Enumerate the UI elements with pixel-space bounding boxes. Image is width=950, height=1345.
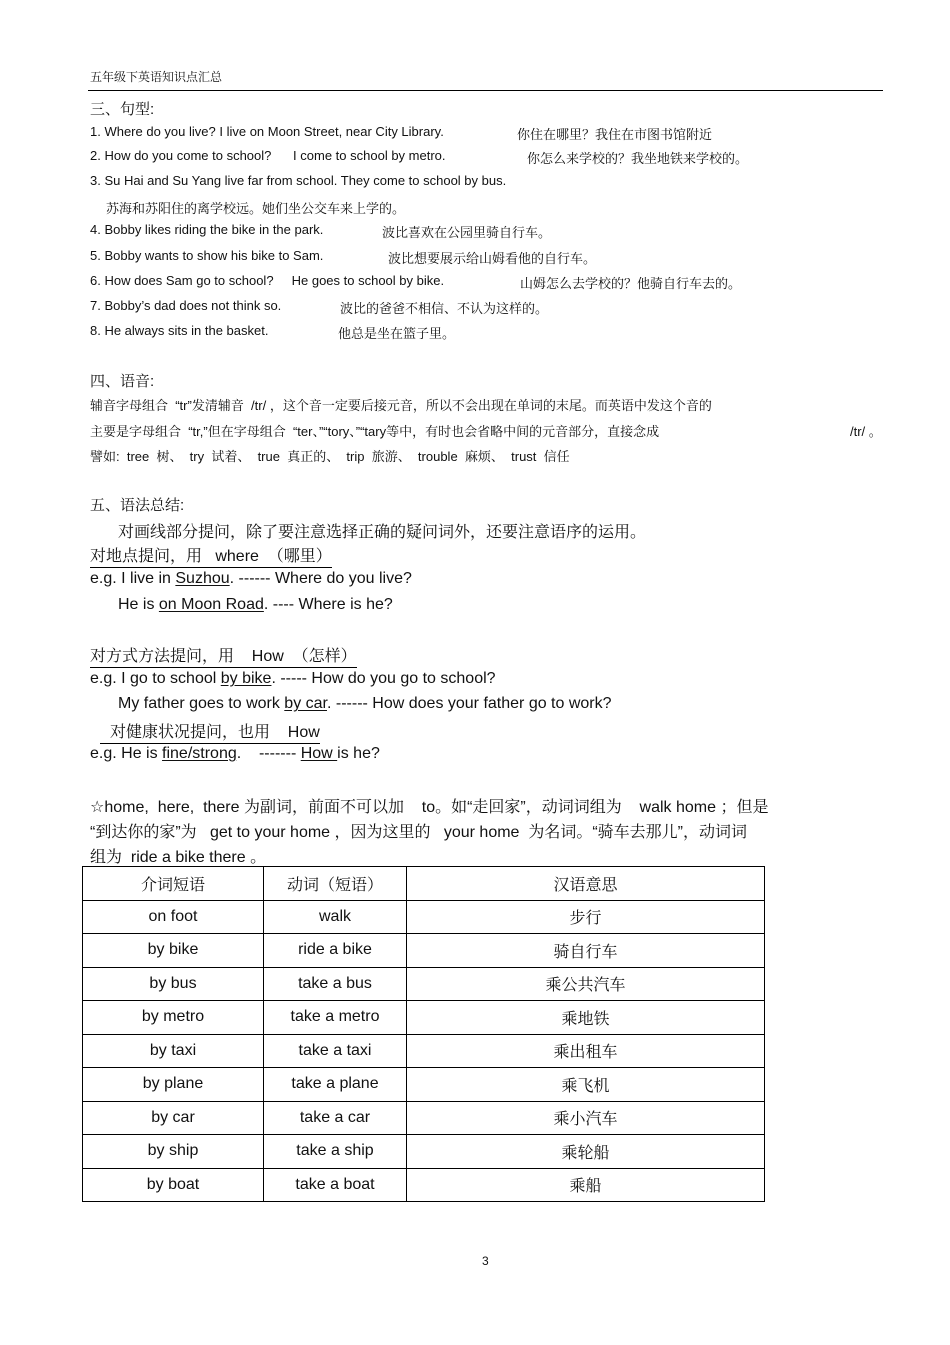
sentence-3-en: 3. Su Hai and Su Yang live far from school. They come to school by bus.: [90, 173, 507, 188]
sentence-1-en: 1. Where do you live? I live on Moon Street, near City Library.: [90, 124, 444, 139]
example-1: e.g. I live in Suzhou. ------ Where do you live?: [90, 570, 412, 587]
sentence-8-zh: 他总是坐在篮子里。: [338, 326, 456, 341]
page-number: 3: [482, 1254, 489, 1268]
sentence-2-zh: 你怎么来学校的？我坐地铁来学校的。: [527, 151, 749, 166]
header-verb-phrase: 动词（短语）: [264, 867, 407, 901]
way-question-title: 对方式方法提问，用 How （怎样）: [90, 643, 357, 668]
underlined-answer: by car: [284, 695, 327, 712]
health-question-title: 对健康状况提问，也用 How: [100, 719, 320, 744]
table-row: by bike ride a bike 骑自行车: [83, 934, 765, 968]
sentence-5-zh: 波比想要展示给山姆看他的自行车。: [388, 251, 597, 266]
underlined-answer: fine/strong: [162, 745, 237, 762]
note-line-1: ☆home, here, there 为副词，前面不可以加 to。如“走回家”，动词词组为 walk home ；但是: [90, 799, 769, 816]
phonics-examples: 譬如: tree 树、 try 试着、 true 真正的、 trip 旅游、 trouble 麻烦、 trust 信任: [90, 449, 570, 464]
section-3-heading: 三、句型:: [90, 101, 155, 118]
sentence-2-en: 2. How do you come to school? I come to school by metro.: [90, 148, 446, 163]
header-rule: [88, 90, 883, 91]
table-row: by bus take a bus 乘公共汽车: [83, 967, 765, 1001]
table-header-row: [83, 867, 765, 901]
note-line-2: “到达你的家”为 get to your home ，因为这里的 your home 为名词。“骑车去那儿”，动词词: [90, 824, 747, 841]
table-row: by taxi take a taxi 乘出租车: [83, 1034, 765, 1068]
example-3: e.g. I go to school by bike. ----- How do you go to school?: [90, 670, 496, 687]
sentence-8-en: 8. He always sits in the basket.: [90, 323, 269, 338]
grammar-intro: 对画线部分提问，除了要注意选择正确的疑问词外，还要注意语序的运用。: [118, 524, 647, 541]
header-chinese-meaning: 汉语意思: [407, 867, 765, 901]
phonics-line-2-end: /tr/ 。: [850, 424, 882, 439]
underlined-answer: Suzhou: [175, 570, 230, 587]
table-row: by plane take a plane 乘飞机: [83, 1068, 765, 1102]
underlined-question-word: How: [300, 745, 338, 762]
table-row: on foot walk 步行: [83, 900, 765, 934]
sentence-4-en: 4. Bobby likes riding the bike in the park.: [90, 222, 324, 237]
transport-table: [82, 866, 765, 1202]
underlined-answer: by bike: [220, 670, 272, 687]
underlined-answer: on Moon Road: [158, 596, 264, 613]
example-4: My father goes to work by car. ------ How does your father go to work?: [118, 695, 612, 712]
place-question-title: 对地点提问，用 where （哪里）: [90, 543, 332, 568]
sentence-4-zh: 波比喜欢在公园里骑自行车。: [382, 225, 552, 240]
sentence-3-zh: 苏海和苏阳住的离学校远。她们坐公交车来上学的。: [106, 201, 406, 216]
note-line-3: 组为 ride a bike there 。: [90, 849, 267, 866]
sentence-6-en: 6. How does Sam go to school? He goes to school by bike.: [90, 273, 445, 288]
table-row: by ship take a ship 乘轮船: [83, 1135, 765, 1169]
page-header: 五年级下英语知识点汇总: [90, 70, 223, 84]
sentence-6-zh: 山姆怎么去学校的？他骑自行车去的。: [520, 276, 742, 291]
sentence-7-en: 7. Bobby’s dad does not think so.: [90, 298, 282, 313]
sentence-1-zh: 你住在哪里？我住在市图书馆附近: [517, 127, 713, 142]
example-5: e.g. He is fine/strong. ------- How is he?: [90, 745, 380, 762]
table-row: by car take a car 乘小汽车: [83, 1101, 765, 1135]
phonics-line-1: 辅音字母组合 “tr”发清辅音 /tr/ ，这个音一定要后接元音，所以不会出现在单词的末尾。而英语中发这个音的: [90, 398, 712, 413]
phonics-line-2: 主要是字母组合 “tr,”但在字母组合 “ter、”“tory、”“tary等中，有时也会省略中间的元音部分，直接念成: [90, 424, 660, 439]
section-4-heading: 四、语音:: [90, 373, 155, 390]
table-row: by boat take a boat 乘船: [83, 1168, 765, 1202]
table-row: by metro take a metro 乘地铁: [83, 1001, 765, 1035]
header-preposition-phrase: 介词短语: [83, 867, 264, 901]
sentence-5-en: 5. Bobby wants to show his bike to Sam.: [90, 248, 324, 263]
section-5-heading: 五、语法总结:: [90, 497, 185, 514]
sentence-7-zh: 波比的爸爸不相信、不认为这样的。: [340, 301, 549, 316]
example-2: He is on Moon Road. ---- Where is he?: [118, 596, 393, 613]
